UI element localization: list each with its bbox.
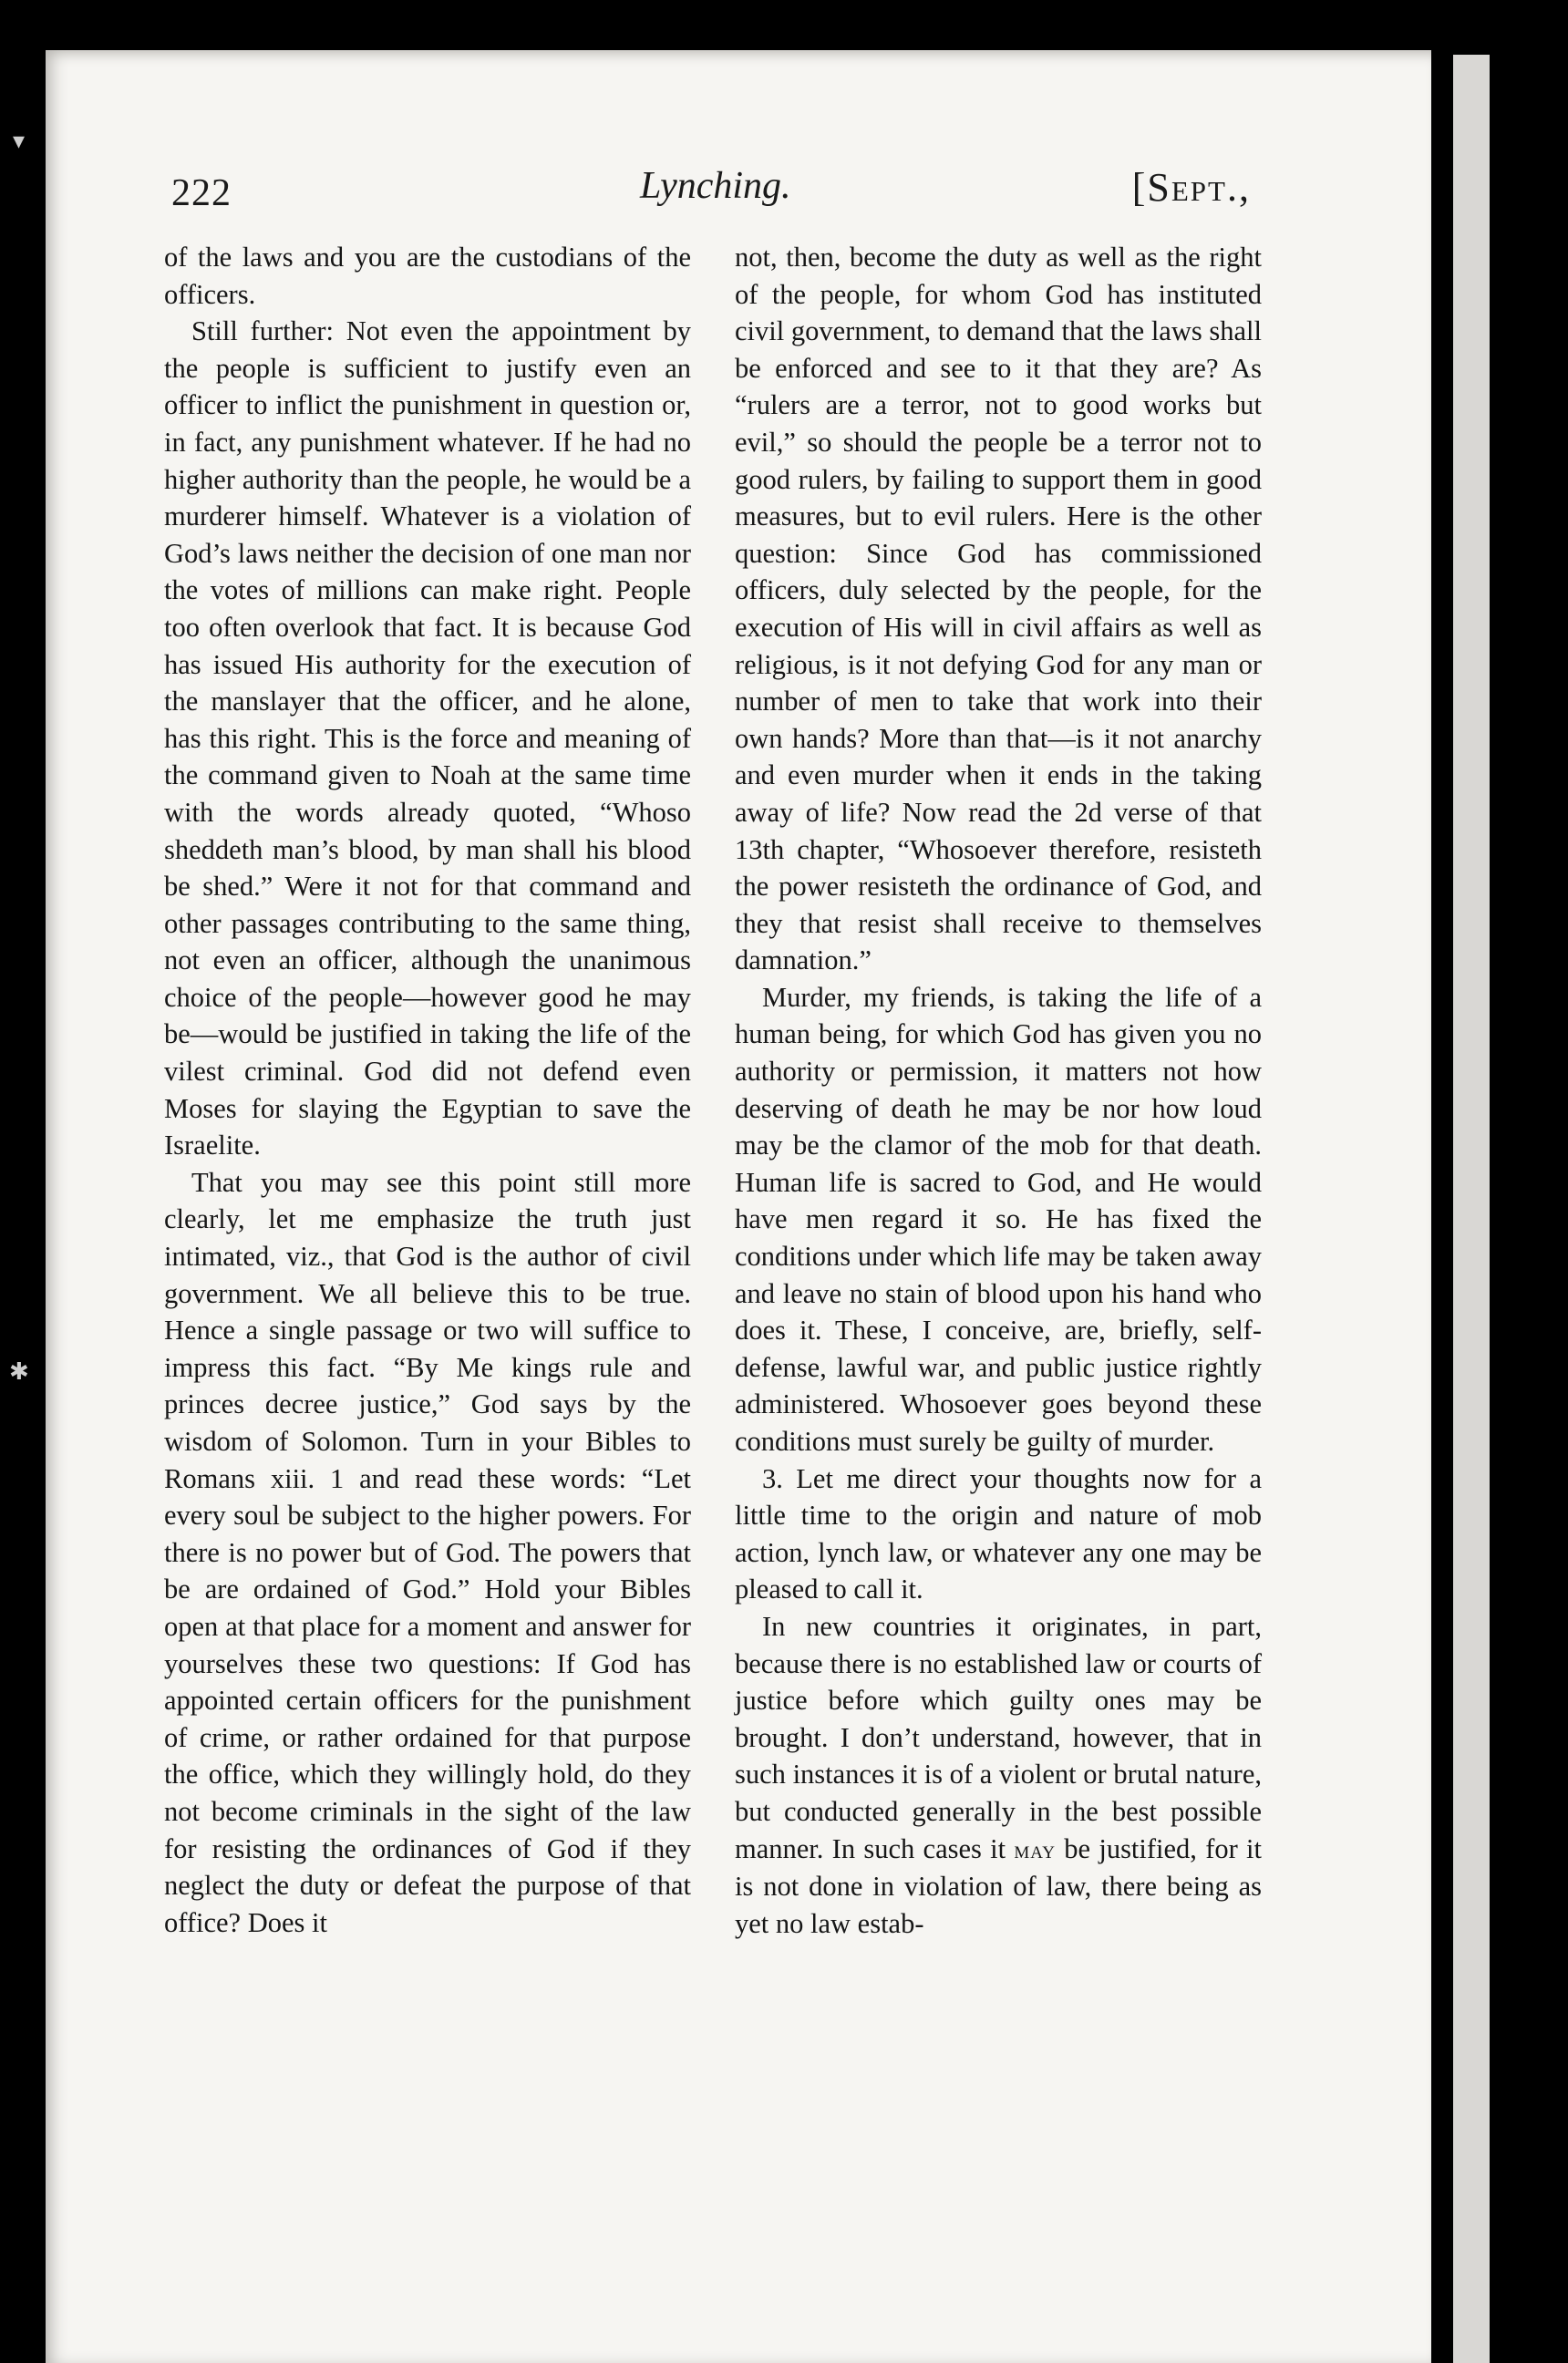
running-title: Lynching. <box>640 165 791 207</box>
paragraph: not, then, become the duty as well as the right of the people, for whom God has instituted civil government, to demand that the laws shall be enforced and see to it that they are? As “rulers are a terror, not to good works but evil,” so should the people be a terror not to good rulers, by failing to support them in good measures, but to evil rulers. Here is the other question: Since God has commissioned officers, duly selected by the people, for the execution of His will in civil affairs as well as religious, is it not defying God for any man or number of men to take that work into their own hands? More than that—is it not anarchy and even murder when it ends in the taking away of life? Now read the 2d verse of that 13th chapter, “Whosoever therefore, resisteth the power resisteth the ordinance of God, and they that resist shall receive to themselves damnation.” <box>735 242 1262 976</box>
small-caps-word: may <box>1014 1835 1056 1863</box>
paragraph-text-continued: be justified, for it is not done in violation of law, there being as yet no law estab- <box>735 1832 1262 1939</box>
paragraph: 3. Let me direct your thoughts now for a little time to the origin and nature of mob action, lynch law, or whatever any one may be pleased to call it. <box>735 1462 1262 1605</box>
scan-mark: ✱ <box>9 1358 29 1385</box>
paragraph-text: In new countries it originates, in part, because there is no established law or courts of justice before which guilty ones may be brought. I don’t understand, however, that in such instances it is of a violent or brutal nature, but conducted generally in the best possible manner. In such cases it <box>735 1610 1262 1864</box>
scan-mark: ▾ <box>13 128 26 154</box>
running-section: [Sept., <box>1131 165 1251 210</box>
right-column <box>735 239 1262 1942</box>
page-gutter <box>1453 55 1490 2363</box>
running-header <box>120 108 1251 217</box>
paragraph: That you may see this point still more clearly, let me emphasize the truth just intimated, viz., that God is the author of civil government. We all believe this to be true. Hence a single passage or two will suffice to impress this fact. “By Me kings rule and princes decree justice,” God says by the wisdom of Solomon. Turn in your Bibles to Romans xiii. 1 and read these words: “Let every soul be subject to the higher powers. For there is no power but of God. The powers that be are ordained of God.” Hold your Bibles open at that place for a moment and answer for yourselves these two questions: If God has appointed certain officers for the punishment of crime, or rather ordained for that purpose the office, which they willingly hold, do they not become criminals in the sight of the law for resisting the ordinances of God if they neglect the duty or defeat the purpose of that office? Does it <box>164 1166 691 1938</box>
page-number: 222 <box>171 172 232 214</box>
paragraph <box>735 1608 1262 1942</box>
paragraph: Still further: Not even the appointment by the people is sufficient to justify even an officer to inflict the punishment in question or, in fact, any punishment whatever. If he had no higher authority than the people, he would be a murderer himself. Whatever is a violation of God’s laws neither the decision of one man nor the votes of millions can make right. People too often overlook that fact. It is because God has issued His authority for the execution of the manslayer that the officer, and he alone, has this right. This is the force and meaning of the command given to Noah at the same time with the words already quoted, “Whoso sheddeth man’s blood, by man shall his blood be shed.” Were it not for that command and other passages contributing to the same thing, not even an officer, although the unanimous choice of the people—however good he may be—would be justified in taking the life of the vilest criminal. God did not defend even Moses for slaying the Egyptian to save the Israelite. <box>164 315 691 1161</box>
paragraph: Murder, my friends, is taking the life of a human being, for which God has given you no authority or permission, it matters not how deserving of death he may be nor how loud may be the clamor of the mob for that death. Human life is sacred to God, and He would have men regard it so. He has fixed the conditions under which life may be taken away and leave no stain of blood upon his hand who does it. These, I conceive, are, briefly, self-defense, lawful war, and public justice rightly administered. Whosoever goes beyond these conditions must surely be guilty of murder. <box>735 981 1262 1457</box>
paragraph: of the laws and you are the custodians of the officers. <box>164 242 691 310</box>
left-column <box>164 239 691 1941</box>
